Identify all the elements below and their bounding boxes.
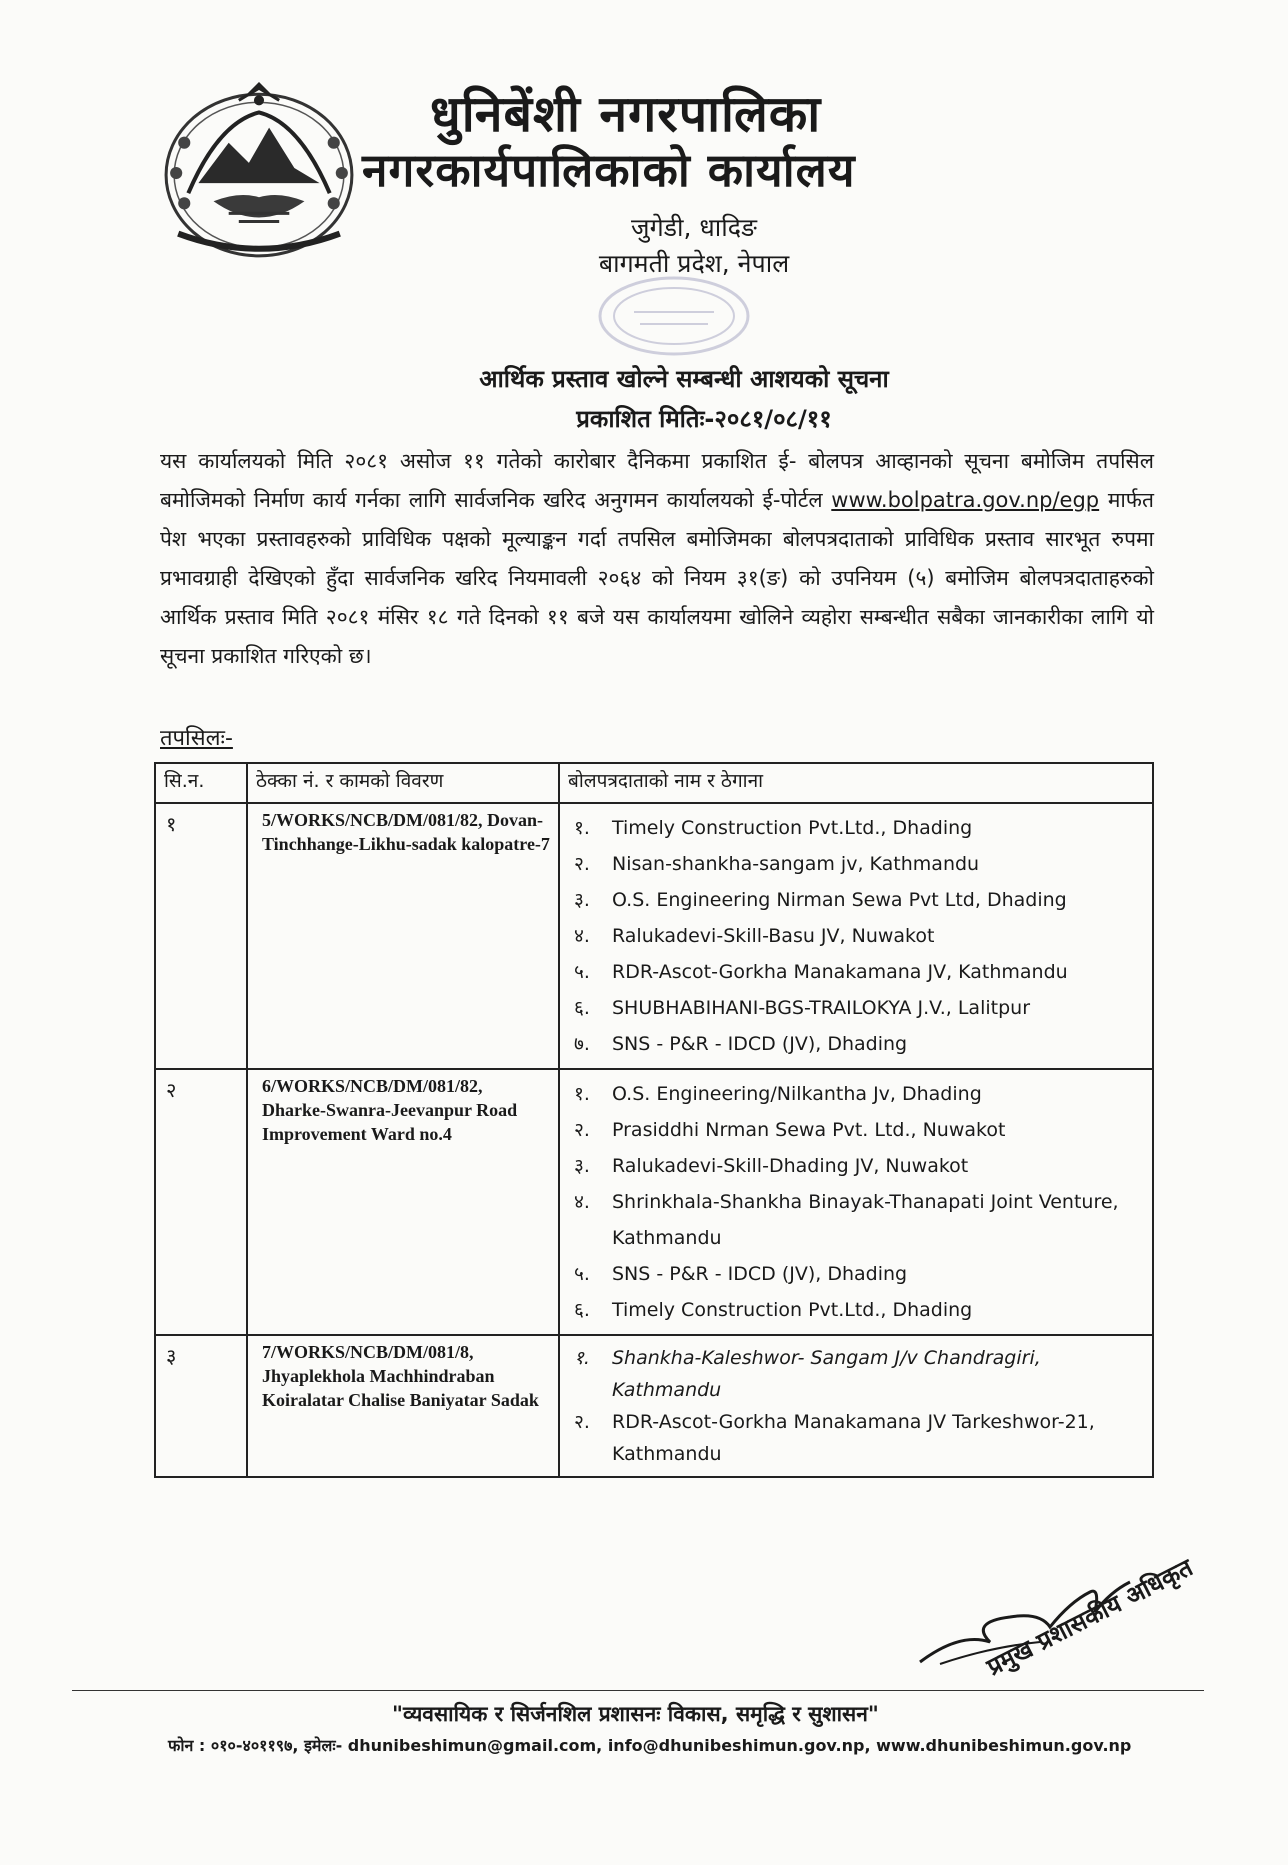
address-line-2: बागमती प्रदेश, नेपाल xyxy=(598,249,790,278)
list-item xyxy=(574,1026,1142,1062)
list-item xyxy=(574,1256,1142,1292)
row-sn: ३ xyxy=(155,1335,247,1477)
office-stamp-icon xyxy=(594,272,754,360)
municipality-name: धुनिबेंशी नगरपालिका xyxy=(430,85,822,143)
tapsil-label: तपसिलः- xyxy=(160,726,233,751)
list-item xyxy=(574,1292,1142,1328)
bidder-name: Nisan-shankha-sangam jv, Kathmandu xyxy=(612,853,980,875)
bidder-name: Timely Construction Pvt.Ltd., Dhading xyxy=(612,817,973,839)
bidders-table xyxy=(154,762,1154,1478)
bidder-name: Shankha-Kaleshwor- Sangam J/v Chandragiri, Kathmandu xyxy=(612,1347,1041,1401)
footer-contact: फोन : ०१०-४०११९७, इमेलः- dhunibeshimun@gmail.com, info@dhunibeshimun.gov.np, www.dhunibeshimun.gov.np xyxy=(168,1736,1132,1755)
row-contract: 5/WORKS/NCB/DM/081/82, Dovan-Tinchhange-Likhu-sadak kalopatre-7 xyxy=(247,803,559,1069)
bidder-number: ३. xyxy=(574,889,590,911)
bidder-name: Ralukadevi-Skill-Dhading JV, Nuwakot xyxy=(612,1155,969,1177)
bidder-name: Shrinkhala-Shankha Binayak-Thanapati Joint Venture, Kathmandu xyxy=(612,1191,1119,1249)
notice-body-part2: मार्फत पेश भएका प्रस्तावहरुको प्राविधिक पक्षको मूल्याङ्कन गर्दा तपसिल बमोजिमका बोलपत्रदाताको प्राविधिक प्रस्ताव सारभूत रुपमा प्रभावग्राही देखिएको हुँदा सार्वजनिक खरिद नियमावली २०६४ को नियम ३१(ङ) को उपनियम (५) बमोजिम बोलपत्रदाताहरुको आर्थिक प्रस्ताव मिति २०८१ मंसिर १८ गते दिनको ११ बजे यस कार्यालयमा खोलिने व्यहोरा सम्बन्धीत सबैका जानकारीका लागि यो सूचना प्रकाशित गरिएको छ। xyxy=(160,488,1154,668)
published-date: प्रकाशित मितिः-२०८१/०८/११ xyxy=(576,405,832,433)
notice-title: आर्थिक प्रस्ताव खोल्ने सम्बन्धी आशयको सूचना xyxy=(479,365,889,393)
bidder-name: SHUBHABIHANI-BGS-TRAILOKYA J.V., Lalitpur xyxy=(612,997,1030,1019)
bidder-number: ३. xyxy=(574,1155,590,1177)
list-item xyxy=(574,1148,1142,1184)
signatory-title: प्रमुख प्रशासकीय अधिकृत xyxy=(982,1553,1198,1682)
table-row xyxy=(155,1335,1153,1477)
table-row xyxy=(155,1069,1153,1335)
bidder-name: O.S. Engineering/Nilkantha Jv, Dhading xyxy=(612,1083,982,1105)
bidder-number: २. xyxy=(574,1411,590,1433)
footer-divider xyxy=(72,1690,1204,1691)
bidder-name: RDR-Ascot-Gorkha Manakamana JV, Kathmandu xyxy=(612,961,1068,983)
bidder-number: ४. xyxy=(574,925,590,947)
notice-body-part1: यस कार्यालयको मिति २०८१ असोज ११ गतेको कारोबार दैनिकमा प्रकाशित ई- बोलपत्र आव्हानको सूचना बमोजिम तपसिल बमोजिमको निर्माण कार्य गर्नका लागि सार्वजनिक खरिद अनुगमन कार्यालयको ई-पोर्टल xyxy=(160,449,1154,512)
list-item xyxy=(574,846,1142,882)
bidder-number: २. xyxy=(574,853,590,875)
bidder-name: Prasiddhi Nrman Sewa Pvt. Ltd., Nuwakot xyxy=(612,1119,1006,1141)
list-item xyxy=(574,1406,1142,1470)
bidder-number: १. xyxy=(574,817,590,839)
table-row xyxy=(155,803,1153,1069)
bidder-number: १. xyxy=(574,1347,590,1369)
header-sn: सि.न. xyxy=(155,763,247,803)
list-item xyxy=(574,1184,1142,1256)
bidder-number: २. xyxy=(574,1119,590,1141)
bidder-number: ४. xyxy=(574,1191,590,1213)
table-header-row xyxy=(155,763,1153,803)
list-item xyxy=(574,810,1142,846)
row-contract: 6/WORKS/NCB/DM/081/82, Dharke-Swanra-Jeevanpur Road Improvement Ward no.4 xyxy=(247,1069,559,1335)
row-sn: १ xyxy=(155,803,247,1069)
header-bidder: बोलपत्रदाताको नाम र ठेगाना xyxy=(559,763,1153,803)
bidder-name: O.S. Engineering Nirman Sewa Pvt Ltd, Dhading xyxy=(612,889,1067,911)
bidder-name: Timely Construction Pvt.Ltd., Dhading xyxy=(612,1299,973,1321)
list-item xyxy=(574,1112,1142,1148)
address-line-1: जुगेडी, धादिङ xyxy=(631,213,757,242)
bidder-number: ५. xyxy=(574,961,590,983)
bidder-name: Ralukadevi-Skill-Basu JV, Nuwakot xyxy=(612,925,935,947)
egp-portal-link[interactable]: www.bolpatra.gov.np/egp xyxy=(831,488,1100,512)
list-item xyxy=(574,1076,1142,1112)
bidder-number: १. xyxy=(574,1083,590,1105)
row-bidders xyxy=(559,1335,1153,1477)
list-item xyxy=(574,882,1142,918)
list-item xyxy=(574,918,1142,954)
bidder-number: ६. xyxy=(574,997,590,1019)
bidder-number: ७. xyxy=(574,1033,590,1055)
bidder-name: SNS - P&R - IDCD (JV), Dhading xyxy=(612,1263,908,1285)
list-item xyxy=(574,1342,1142,1406)
row-sn: २ xyxy=(155,1069,247,1335)
row-bidders xyxy=(559,803,1153,1069)
bidder-name: RDR-Ascot-Gorkha Manakamana JV Tarkeshwor-21, Kathmandu xyxy=(612,1411,1095,1465)
bidder-number: ६. xyxy=(574,1299,590,1321)
notice-body xyxy=(160,442,1154,676)
bidder-name: SNS - P&R - IDCD (JV), Dhading xyxy=(612,1033,908,1055)
header-contract: ठेक्का नं. र कामको विवरण xyxy=(247,763,559,803)
list-item xyxy=(574,990,1142,1026)
list-item xyxy=(574,954,1142,990)
row-bidders xyxy=(559,1069,1153,1335)
row-contract: 7/WORKS/NCB/DM/081/8, Jhyaplekhola Machhindraban Koiralatar Chalise Baniyatar Sadak xyxy=(247,1335,559,1477)
office-name: नगरकार्यपालिकाको कार्यालय xyxy=(362,143,856,197)
footer-motto: "व्यवसायिक र सिर्जनशिल प्रशासनः विकास, समृद्धि र सुशासन" xyxy=(392,1702,879,1726)
bidder-number: ५. xyxy=(574,1263,590,1285)
